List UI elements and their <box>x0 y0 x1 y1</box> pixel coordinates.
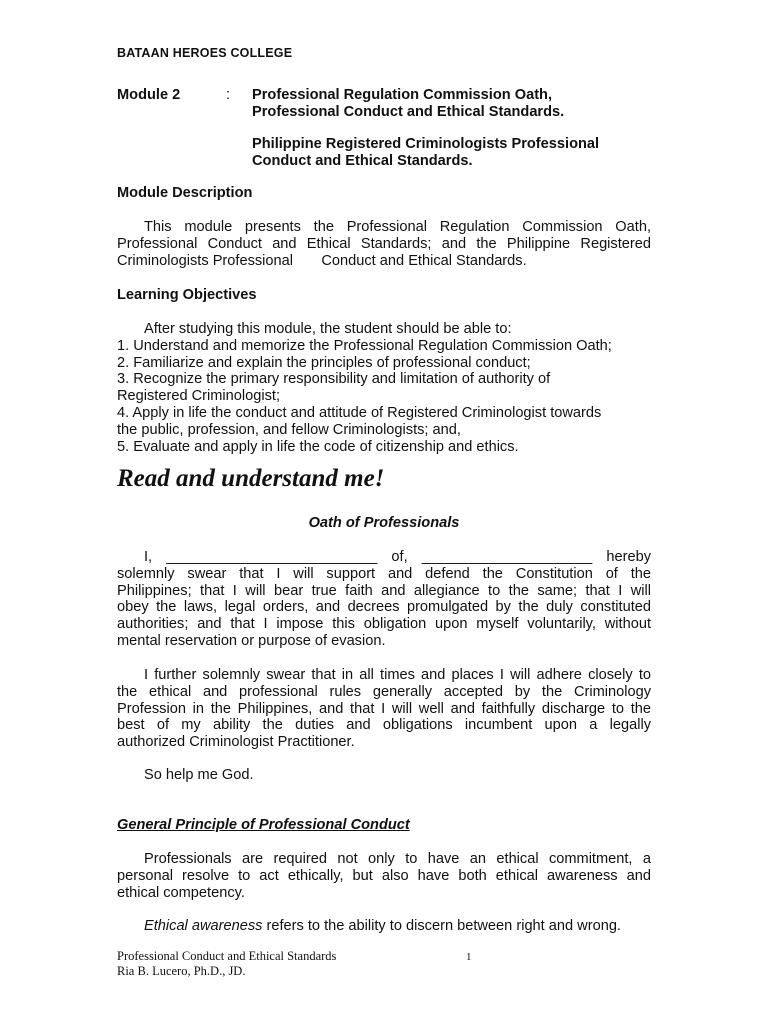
text-line: This module presents the Professional Regulation Commission Oath, <box>144 219 651 235</box>
objectives-intro: After studying this module, the student should be able to: <box>144 321 512 337</box>
text-line: obey the laws, legal orders, and decrees promulgated by the duly constituted <box>117 599 651 616</box>
general-principle-paragraph-1 <box>117 851 651 901</box>
oath-paragraph-1 <box>117 549 651 650</box>
objective-item: Registered Criminologist; <box>117 388 281 405</box>
objective-item: 2. Familiarize and explain the principles of professional conduct; <box>117 354 531 371</box>
module-description-text <box>117 219 651 269</box>
module-title <box>252 87 662 121</box>
text-line: I, __________________________ of, _____________________ hereby <box>144 549 651 565</box>
oath-paragraph-2 <box>117 667 651 751</box>
module-subtitle-line: Conduct and Ethical Standards. <box>252 152 473 169</box>
general-principle-heading: General Principle of Professional Conduct <box>117 817 410 833</box>
text-line: Professional Conduct and Ethical Standards; and the Philippine Registered <box>117 235 651 252</box>
module-title-line: Professional Conduct and Ethical Standards. <box>252 103 565 120</box>
oath-title: Oath of Professionals <box>308 515 460 531</box>
objective-item: the public, profession, and fellow Criminologists; and, <box>117 421 461 438</box>
page-number: 1 <box>466 951 472 963</box>
text-line: I further solemnly swear that in all times and places I will adhere closely to <box>144 667 651 683</box>
objective-item: 1. Understand and memorize the Professional Regulation Commission Oath; <box>117 337 612 354</box>
text-line: authorities; and that I impose this obligation upon myself voluntarily, without <box>117 616 651 633</box>
text-line: Professionals are required not only to have an ethical commitment, a <box>144 851 651 867</box>
text-line: Philippines; that I will bear true faith and allegiance to the same; that I will <box>117 582 651 599</box>
page-footer <box>117 949 336 979</box>
text-line: authorized Criminologist Practitioner. <box>117 734 355 751</box>
text-line: best of my ability the duties and obligations incumbent upon a legally <box>117 717 651 734</box>
text-line: the ethical and professional rules generally accepted by the Criminology <box>117 683 651 700</box>
text-line: solemnly swear that I will support and defend the Constitution of the <box>117 565 651 582</box>
ethical-awareness-term: Ethical awareness <box>144 918 263 934</box>
footer-author: Ria B. Lucero, Ph.D., JD. <box>117 964 246 978</box>
text-line: ethical competency. <box>117 884 245 901</box>
read-banner: Read and understand me! <box>117 465 385 492</box>
objectives-list <box>117 321 657 455</box>
text-line: personal resolve to act ethically, but also have both ethical awareness and <box>117 867 651 884</box>
footer-course-title: Professional Conduct and Ethical Standards <box>117 949 337 963</box>
objective-item: 3. Recognize the primary responsibility and limitation of authority of <box>117 371 551 388</box>
module-colon: : <box>226 87 231 103</box>
module-subtitle-line: Philippine Registered Criminologists Professional <box>252 136 600 152</box>
text-line: Profession in the Philippines, and that I will well and faithfully discharge to the <box>117 700 651 717</box>
general-principle-paragraph-2 <box>117 918 651 935</box>
module-label: Module 2 <box>117 87 181 103</box>
text-line: Criminologists Professional Conduct and Ethical Standards. <box>117 252 527 269</box>
objective-item: 5. Evaluate and apply in life the code of citizenship and ethics. <box>117 438 519 455</box>
module-subtitle <box>252 136 662 170</box>
text-line: mental reservation or purpose of evasion. <box>117 632 386 649</box>
module-description-heading: Module Description <box>117 185 253 201</box>
ethical-awareness-definition: refers to the ability to discern between right and wrong. <box>262 918 621 934</box>
learning-objectives-heading: Learning Objectives <box>117 287 257 303</box>
objective-item: 4. Apply in life the conduct and attitude of Registered Criminologist towards <box>117 404 602 421</box>
college-header: BATAAN HEROES COLLEGE <box>117 46 293 60</box>
oath-closing: So help me God. <box>144 767 254 783</box>
module-title-line: Professional Regulation Commission Oath, <box>252 87 553 103</box>
